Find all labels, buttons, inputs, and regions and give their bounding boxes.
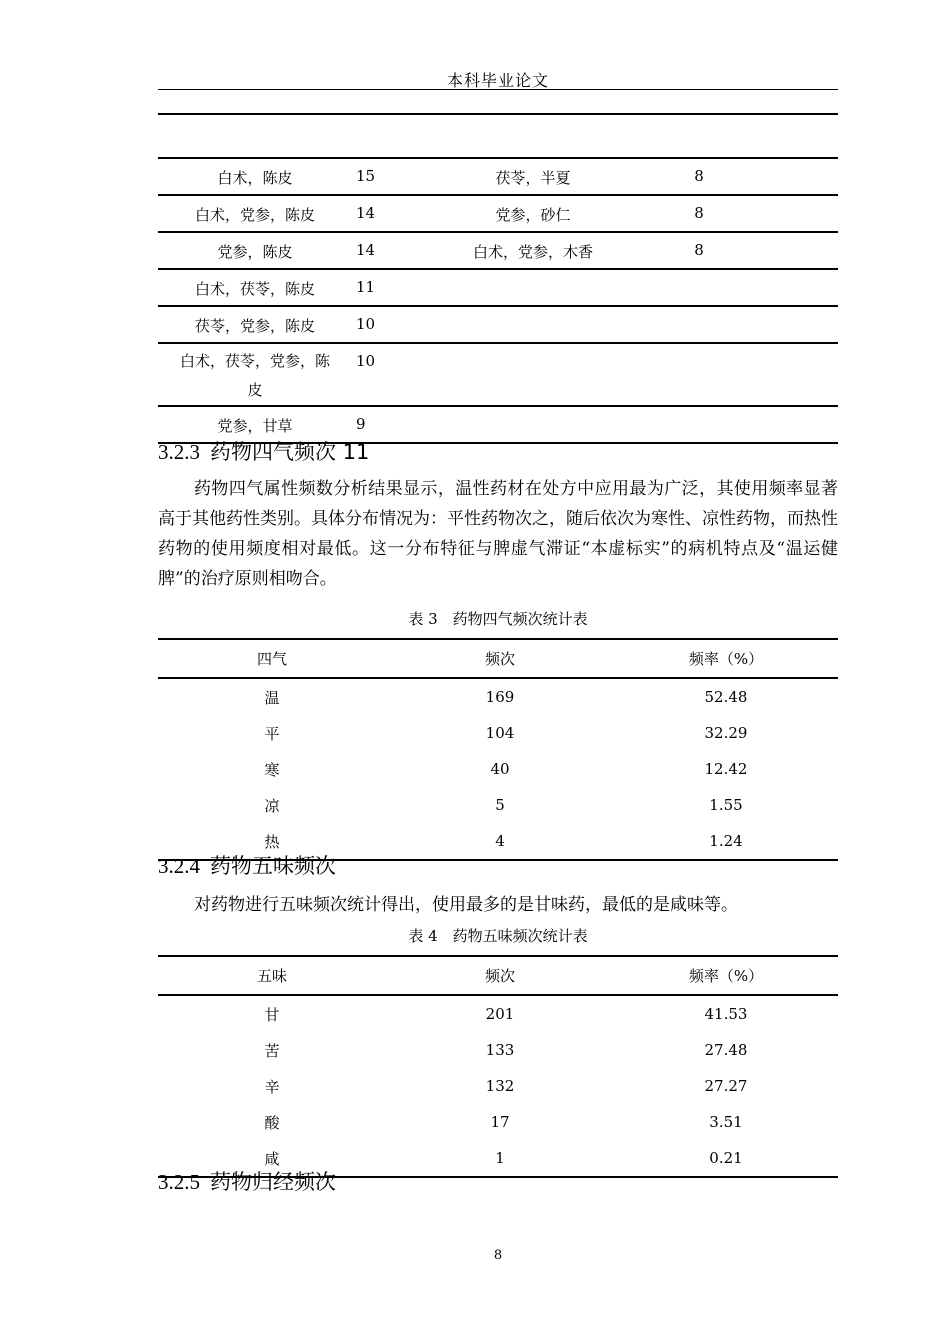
table-cell: 10 xyxy=(352,343,446,406)
column-header: 频次 xyxy=(386,956,614,995)
table-caption: 表 3 药物四气频次统计表 xyxy=(408,610,588,628)
column-header: 频率（%） xyxy=(614,956,838,995)
table-cell xyxy=(620,306,838,343)
table-cell xyxy=(620,406,838,443)
table-cell: 寒 xyxy=(264,760,280,779)
column-header: 频次 xyxy=(386,639,614,678)
cell-line: 白术，茯苓，党参，陈 xyxy=(179,352,330,370)
continuation-table xyxy=(158,113,838,444)
table-cell: 169 xyxy=(485,688,515,706)
column-header: 五味 xyxy=(158,956,386,995)
table-row xyxy=(158,678,838,715)
table-cell: 17 xyxy=(490,1113,510,1131)
table-cell xyxy=(446,406,620,443)
table-row xyxy=(158,1068,838,1104)
table-cell xyxy=(620,269,838,306)
table-cell: 14 xyxy=(352,232,446,269)
body-paragraph: 药物四气属性频数分析结果显示，温性药材在处方中应用最为广泛，其使用频率显著高于其他药性类别。具体分布情况为：平性药物次之，随后依次为寒性、凉性药物，而热性药物的使用频度相对最低。这一分布特征与脾虚气滞证“本虚标实”的病机特点及“温运健脾”的治疗原则相吻合。 xyxy=(158,479,838,589)
table-cell: 201 xyxy=(485,1005,515,1023)
table-cell: 8 xyxy=(620,195,838,232)
table-header-row xyxy=(158,956,838,995)
table-cell: 白术，党参，陈皮 xyxy=(158,195,352,232)
table-cell: 27.48 xyxy=(704,1041,748,1059)
table-row xyxy=(158,114,838,158)
table-cell: 党参，甘草 xyxy=(158,406,352,443)
table-cell: 52.48 xyxy=(704,688,748,706)
column-header: 频率（%） xyxy=(614,639,838,678)
section-number: 3.2.3 xyxy=(158,440,200,464)
table-cell: 9 xyxy=(352,406,446,443)
table-cell: 1.55 xyxy=(709,796,743,814)
table-row xyxy=(158,715,838,751)
table-cell: 1.24 xyxy=(614,823,838,860)
table-cell: 平 xyxy=(264,724,280,743)
table-cell: 党参，砂仁 xyxy=(446,195,620,232)
table-cell: 40 xyxy=(490,760,510,778)
table-cell: 凉 xyxy=(264,796,280,815)
header-rule xyxy=(158,89,838,90)
section-number: 3.2.5 xyxy=(158,1170,200,1194)
section-title: 药物五味频次 xyxy=(210,854,336,878)
table-cell: 茯苓，半夏 xyxy=(446,158,620,195)
column-header: 四气 xyxy=(158,639,386,678)
page-number: 8 xyxy=(493,1248,503,1263)
table-row xyxy=(158,1104,838,1140)
table-cell: 8 xyxy=(620,232,838,269)
table-cell: 温 xyxy=(264,688,280,707)
table-cell xyxy=(446,306,620,343)
table-cell xyxy=(446,269,620,306)
table-cell: 白术，茯苓，陈皮 xyxy=(158,269,352,306)
table-row xyxy=(158,1032,838,1068)
table-cell: 133 xyxy=(485,1041,515,1059)
table-cell: 15 xyxy=(352,158,446,195)
table-caption: 表 4 药物五味频次统计表 xyxy=(408,927,588,945)
table-cell: 辛 xyxy=(264,1077,280,1096)
table-header-row xyxy=(158,639,838,678)
table-cell: 热 xyxy=(158,823,386,860)
table-row xyxy=(158,995,838,1032)
section-heading-3-2-5 xyxy=(158,1166,336,1196)
table-cell: 8 xyxy=(620,158,838,195)
section-title: 药物归经频次 xyxy=(210,1170,336,1194)
table-cell: 11 xyxy=(352,269,446,306)
table-cell: 132 xyxy=(485,1077,515,1095)
table-row xyxy=(158,787,838,823)
table-row xyxy=(158,343,838,406)
table-cell: 104 xyxy=(485,724,515,742)
table-cell: 1 xyxy=(386,1140,614,1177)
table-cell: 12.42 xyxy=(704,760,748,778)
table-cell: 茯苓，党参，陈皮 xyxy=(158,306,352,343)
table-row xyxy=(158,306,838,343)
table-cell xyxy=(158,343,352,406)
section-heading-3-2-4 xyxy=(158,850,336,880)
table-cell: 咸 xyxy=(158,1140,386,1177)
four-qi-table xyxy=(158,638,838,861)
table-cell: 甘 xyxy=(264,1005,280,1024)
table-row xyxy=(158,269,838,306)
cell-line: 皮 xyxy=(247,381,263,399)
table-cell: 14 xyxy=(352,195,446,232)
table-row xyxy=(158,232,838,269)
body-paragraph: 对药物进行五味频次统计得出，使用最多的是甘味药，最低的是咸味等。 xyxy=(194,895,738,915)
five-flavors-table xyxy=(158,955,838,1178)
table-cell: 0.21 xyxy=(614,1140,838,1177)
table-cell: 5 xyxy=(495,796,505,814)
section-number: 3.2.4 xyxy=(158,854,200,878)
table-cell: 苦 xyxy=(264,1041,280,1060)
table-cell: 27.27 xyxy=(704,1077,748,1095)
section-heading-3-2-3 xyxy=(158,436,369,466)
table-cell xyxy=(620,343,838,406)
table-cell: 白术，党参，木香 xyxy=(446,232,620,269)
table-cell: 白术，陈皮 xyxy=(158,158,352,195)
section-title: 药物四气频次 11 xyxy=(210,440,370,464)
table-cell: 酸 xyxy=(264,1113,280,1132)
table-cell: 党参，陈皮 xyxy=(158,232,352,269)
table-cell: 10 xyxy=(352,306,446,343)
running-header: 本科毕业论文 xyxy=(446,71,549,90)
table-cell: 32.29 xyxy=(704,724,748,742)
table-cell: 4 xyxy=(386,823,614,860)
table-cell: 41.53 xyxy=(704,1005,748,1023)
table-row xyxy=(158,751,838,787)
table-cell xyxy=(446,343,620,406)
table-cell: 3.51 xyxy=(709,1113,743,1131)
table-row xyxy=(158,195,838,232)
table-row xyxy=(158,158,838,195)
